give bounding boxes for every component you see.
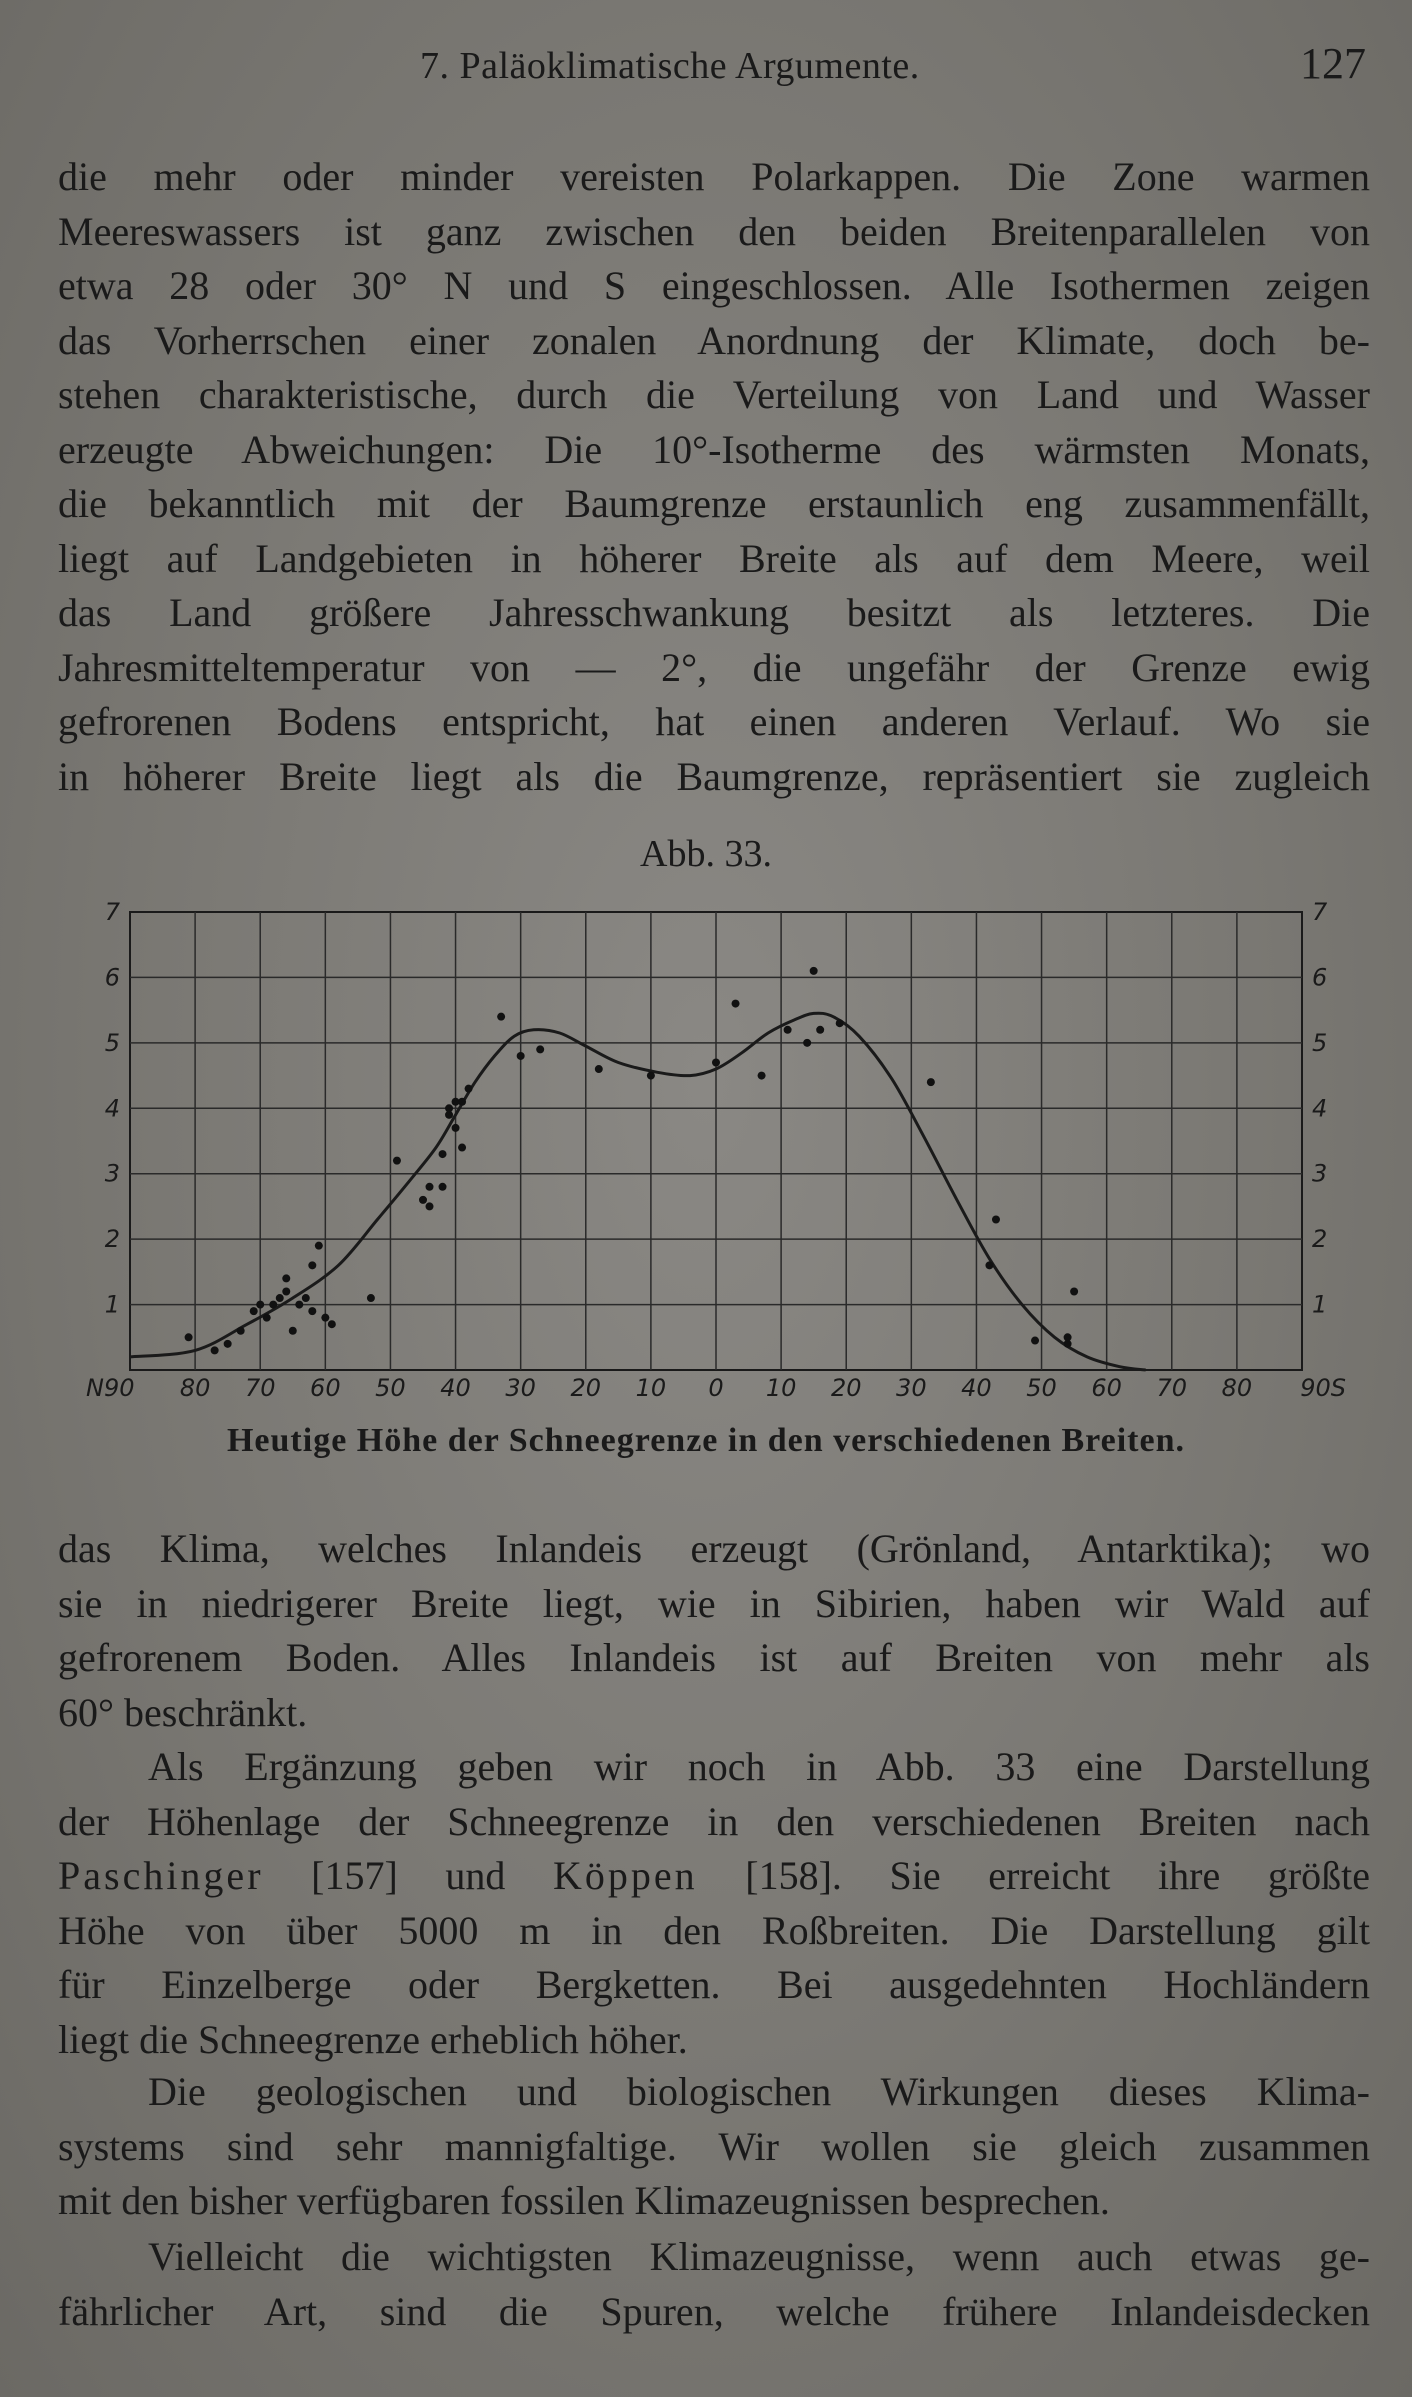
text-line: erzeugte Abweichungen: Die 10°-Isotherme des wärmsten Monats, xyxy=(58,426,1370,472)
data-point xyxy=(426,1183,434,1191)
x-tick-label: 70 xyxy=(244,1374,276,1400)
data-point xyxy=(328,1320,336,1328)
data-point xyxy=(419,1196,427,1204)
text-line: fährlicher Art, sind die Spuren, welche frühere Inlandeisdecken xyxy=(58,2288,1370,2334)
y-tick-label-left: 6 xyxy=(104,963,120,992)
text-line: in höherer Breite liegt als die Baumgrenze, repräsentiert sie zugleich xyxy=(58,753,1370,799)
data-point xyxy=(458,1144,466,1152)
y-tick-label-left: 5 xyxy=(104,1028,120,1057)
data-point xyxy=(992,1216,1000,1224)
data-point xyxy=(282,1287,290,1295)
data-point xyxy=(211,1346,219,1354)
text-line: Die geologischen und biologischen Wirkungen dieses Klima- xyxy=(148,2069,1370,2114)
y-tick-label-left: 3 xyxy=(104,1159,120,1188)
data-point xyxy=(269,1301,277,1309)
text-line xyxy=(58,1849,1370,1904)
data-point xyxy=(836,1019,844,1027)
data-point xyxy=(295,1301,303,1309)
text-line: Jahresmitteltemperatur von — 2°, die ungefähr der Grenze ewig xyxy=(58,644,1370,690)
data-point xyxy=(810,967,818,975)
data-point xyxy=(465,1085,473,1093)
text-line: Meereswassers ist ganz zwischen den beiden Breitenparallelen von xyxy=(58,208,1370,254)
data-point xyxy=(282,1274,290,1282)
x-tick-label: 10 xyxy=(765,1374,797,1400)
x-tick-label: 80 xyxy=(179,1374,211,1400)
data-point xyxy=(237,1327,245,1335)
text-line: das Land größere Jahresschwankung besitzt als letzteres. Die xyxy=(58,590,1370,635)
data-point xyxy=(712,1058,720,1066)
x-tick-label: 50 xyxy=(1026,1374,1057,1400)
text-line: für Einzelberge oder Bergketten. Bei ausgedehnten Hochländern xyxy=(58,1962,1370,2007)
y-tick-label-left: 7 xyxy=(104,898,120,926)
y-tick-label-right: 4 xyxy=(1312,1094,1328,1123)
text-line: der Höhenlage der Schneegrenze in den verschiedenen Breiten nach xyxy=(58,1798,1370,1844)
data-point xyxy=(985,1261,993,1269)
y-tick-label-left: 2 xyxy=(104,1225,120,1254)
data-point xyxy=(315,1242,323,1250)
x-tick-label: N90 xyxy=(86,1374,135,1400)
paragraph-3 xyxy=(58,1740,1370,2067)
snowline-curve xyxy=(130,1013,1146,1370)
chapter-title: 7. Paläoklimatische Argumente. xyxy=(420,45,920,87)
x-tick-label: 40 xyxy=(440,1374,471,1400)
x-tick-labels xyxy=(86,1374,1346,1400)
text-line: gefrorenem Boden. Alles Inlandeis ist auf Breiten von mehr als xyxy=(58,1635,1370,1680)
paragraph-2 xyxy=(58,1522,1370,1740)
x-tick-label: 90S xyxy=(1300,1374,1346,1400)
running-head xyxy=(0,38,1412,98)
data-point xyxy=(426,1202,434,1210)
data-point xyxy=(302,1294,310,1302)
data-point xyxy=(276,1294,284,1302)
x-tick-label: 70 xyxy=(1156,1374,1188,1400)
data-point xyxy=(1031,1337,1039,1345)
x-tick-label: 30 xyxy=(896,1374,927,1400)
data-point xyxy=(321,1314,329,1322)
data-point xyxy=(927,1078,935,1086)
y-tick-label-right: 3 xyxy=(1312,1159,1328,1188)
data-point xyxy=(308,1261,316,1269)
observation-points xyxy=(185,967,1079,1354)
x-tick-label: 30 xyxy=(505,1374,536,1400)
data-point xyxy=(289,1327,297,1335)
text-line: Höhe von über 5000 m in den Roßbreiten. Die Darstellung gilt xyxy=(58,1907,1370,1953)
text-fragment: [157] und xyxy=(263,1853,554,1898)
data-point xyxy=(439,1150,447,1158)
page-number: 127 xyxy=(1300,39,1366,88)
figure-caption: Heutige Höhe der Schneegrenze in den verschiedenen Breiten. xyxy=(226,1422,1186,1459)
data-point xyxy=(445,1104,453,1112)
text-line: mit den bisher verfügbaren fossilen Klimazeugnissen besprechen. xyxy=(58,2178,1110,2223)
figure-label: Abb. 33. xyxy=(640,833,772,875)
paragraph-1 xyxy=(58,150,1370,804)
data-point xyxy=(439,1183,447,1191)
data-point xyxy=(393,1157,401,1165)
data-point xyxy=(458,1098,466,1106)
text-line: Vielleicht die wichtigsten Klimazeugnisse, wenn auch etwas ge- xyxy=(148,2234,1370,2279)
data-point xyxy=(256,1301,264,1309)
x-tick-label: 10 xyxy=(635,1374,667,1400)
text-line: liegt die Schneegrenze erheblich höher. xyxy=(58,2016,688,2062)
x-tick-label: 60 xyxy=(1091,1374,1122,1400)
data-point xyxy=(595,1065,603,1073)
data-point xyxy=(308,1307,316,1315)
text-line: das Klima, welches Inlandeis erzeugt (Grönland, Antarktika); wo xyxy=(58,1526,1370,1571)
data-point xyxy=(536,1045,544,1053)
data-point xyxy=(250,1307,258,1315)
data-point xyxy=(1064,1333,1072,1341)
data-point xyxy=(185,1333,193,1341)
x-tick-label: 80 xyxy=(1221,1374,1253,1400)
data-point xyxy=(647,1072,655,1080)
text-line: sie in niedrigerer Breite liegt, wie in Sibirien, haben wir Wald auf xyxy=(58,1580,1370,1626)
data-point xyxy=(517,1052,525,1060)
y-tick-label-right: 2 xyxy=(1312,1225,1328,1254)
y-tick-label-left: 1 xyxy=(104,1290,120,1319)
y-tick-label-right: 5 xyxy=(1312,1028,1328,1057)
data-point xyxy=(803,1039,811,1047)
y-tick-label-right: 1 xyxy=(1312,1290,1328,1319)
text-line: etwa 28 oder 30° N und S eingeschlossen. Alle Isothermen zeigen xyxy=(58,263,1370,308)
snowline-chart xyxy=(0,880,1412,1400)
paragraph-4 xyxy=(58,2065,1370,2229)
data-point xyxy=(497,1013,505,1021)
text-line: stehen charakteristische, durch die Verteilung von Land und Wasser xyxy=(58,372,1370,417)
data-point xyxy=(816,1026,824,1034)
data-point xyxy=(732,1000,740,1008)
author-name: Köppen xyxy=(553,1853,698,1898)
text-fragment: [158]. Sie erreicht ihre größte xyxy=(697,1853,1370,1898)
data-point xyxy=(367,1294,375,1302)
data-point xyxy=(784,1026,792,1034)
y-tick-label-left: 4 xyxy=(104,1094,120,1123)
paragraph-5 xyxy=(58,2230,1370,2339)
text-line: 60° beschränkt. xyxy=(58,1689,308,1735)
data-point xyxy=(263,1314,271,1322)
x-tick-label: 20 xyxy=(830,1374,862,1400)
data-point xyxy=(224,1340,232,1348)
text-line: Als Ergänzung geben wir noch in Abb. 33 eine Darstellung xyxy=(148,1744,1370,1789)
y-tick-label-right: 6 xyxy=(1312,963,1328,992)
x-tick-label: 0 xyxy=(708,1374,724,1400)
text-line: gefrorenen Bodens entspricht, hat einen anderen Verlauf. Wo sie xyxy=(58,699,1370,744)
text-line: das Vorherrschen einer zonalen Anordnung der Klimate, doch be- xyxy=(58,317,1370,363)
x-tick-label: 40 xyxy=(961,1374,992,1400)
data-point xyxy=(758,1072,766,1080)
text-line: die bekanntlich mit der Baumgrenze erstaunlich eng zusammenfällt, xyxy=(58,481,1370,526)
y-tick-label-right: 7 xyxy=(1312,898,1328,926)
x-tick-label: 50 xyxy=(375,1374,406,1400)
data-point xyxy=(452,1124,460,1132)
text-line: die mehr oder minder vereisten Polarkappen. Die Zone warmen xyxy=(58,154,1370,199)
author-name: Paschinger xyxy=(58,1853,264,1898)
text-line: liegt auf Landgebieten in höherer Breite als auf dem Meere, weil xyxy=(58,535,1370,581)
x-tick-label: 20 xyxy=(570,1374,602,1400)
data-point xyxy=(1070,1287,1078,1295)
x-tick-label: 60 xyxy=(310,1374,341,1400)
text-line: systems sind sehr mannigfaltige. Wir wollen sie gleich zusammen xyxy=(58,2123,1370,2169)
